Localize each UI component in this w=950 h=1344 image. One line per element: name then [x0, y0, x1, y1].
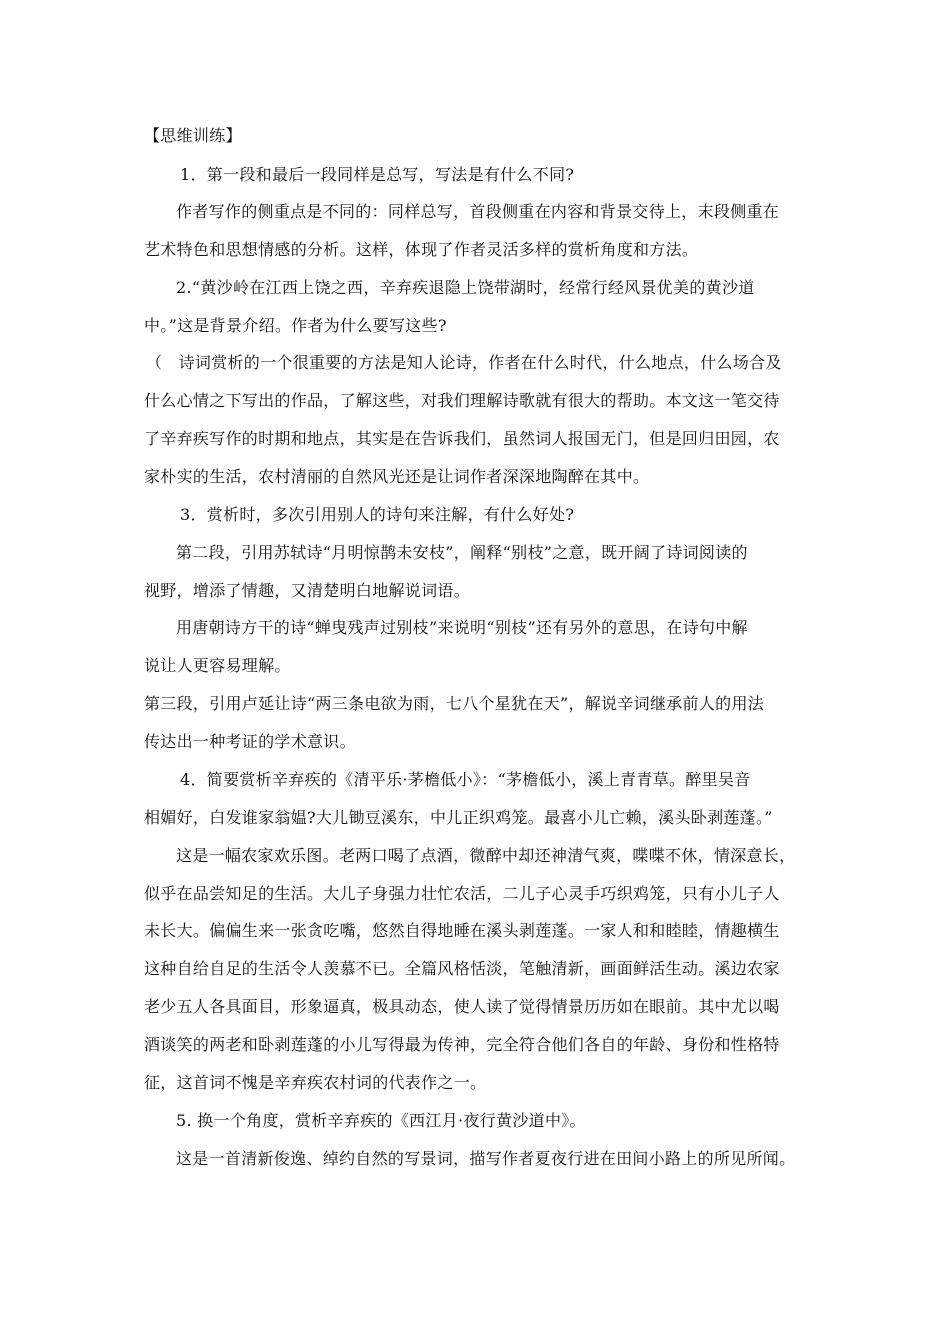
- answer-2-line-3: 了辛弃疾写作的时期和地点，其实是在告诉我们，虽然词人报国无门，但是回归田园，农: [144, 429, 780, 448]
- answer-2-line-4: 家朴实的生活，农村清丽的自然风光还是让词作者深深地陶醉在其中。: [144, 467, 650, 486]
- answer-1-line-1: 作者写作的侧重点是不同的：同样总写，首段侧重在内容和背景交待上，末段侧重在: [176, 202, 780, 221]
- answer-3-line-1: 第二段，引用苏轼诗“月明惊鹊未安枝”，阐释“别枝”之意，既开阔了诗词阅读的: [176, 543, 748, 562]
- answer-3-line-3: 用唐朝诗方干的诗“蝉曳残声过别枝”来说明“别枝”还有另外的意思，在诗句中解: [176, 618, 748, 637]
- question-2-line-2: 中。”这是背景介绍。作者为什么要写这些?: [144, 316, 447, 335]
- answer-2-line-1: （ 诗词赏析的一个很重要的方法是知人论诗，作者在什么时代，什么地点，什么场合及: [146, 353, 782, 372]
- answer-3-line-6: 传达出一种考证的学术意识。: [144, 732, 356, 751]
- question-1: 1．第一段和最后一段同样是总写，写法是有什么不同?: [180, 165, 575, 184]
- answer-4-line-2: 似乎在品尝知足的生活。大儿子身强力壮忙农活，二儿子心灵手巧织鸡笼，只有小儿子人: [144, 884, 780, 903]
- answer-3-line-5: 第三段，引用卢延让诗“两三条电欲为雨，七八个星犹在天”，解说辛词继承前人的用法: [144, 694, 765, 713]
- answer-1-line-2: 艺术特色和思想情感的分析。这样，体现了作者灵活多样的赏析角度和方法。: [144, 240, 699, 259]
- question-3: 3．赏析时，多次引用别人的诗句来注解，有什么好处?: [180, 505, 575, 524]
- answer-5-line-1: 这是一首清新俊逸、绰约自然的写景词，描写作者夏夜行进在田间小路上的所见所闻。: [176, 1149, 796, 1168]
- answer-3-line-4: 说让人更容易理解。: [144, 656, 291, 675]
- answer-4-line-4: 这种自给自足的生活令人羡慕不已。全篇风格恬淡，笔触清新，画面鲜活生动。溪边农家: [144, 959, 780, 978]
- answer-3-line-2: 视野，增添了情趣，又清楚明白地解说词语。: [144, 581, 471, 600]
- question-5: 5. 换一个角度，赏析辛弃疾的《西江月·夜行黄沙道中》。: [176, 1111, 586, 1130]
- answer-4-line-7: 征，这首词不愧是辛弃疾农村词的代表作之一。: [144, 1073, 487, 1092]
- answer-4-line-6: 酒谈笑的两老和卧剥莲蓬的小儿写得最为传神，完全符合他们各自的年龄、身份和性格特: [144, 1035, 780, 1054]
- section-title: 【思维训练】: [144, 126, 242, 145]
- question-2-line-1: 2.“黄沙岭在江西上饶之西，辛弃疾退隐上饶带湖时，经常行经风景优美的黄沙道: [176, 278, 755, 297]
- answer-4-line-3: 未长大。偏偏生来一张贪吃嘴，悠然自得地睡在溪头剥莲蓬。一家人和和睦睦，情趣横生: [144, 921, 780, 940]
- answer-4-line-5: 老少五人各具面目，形象逼真，极具动态，使人读了觉得情景历历如在眼前。其中尤以喝: [144, 997, 780, 1016]
- answer-2-line-2: 什么心情之下写出的作品，了解这些，对我们理解诗歌就有很大的帮助。本文这一笔交待: [144, 391, 780, 410]
- answer-4-line-1: 这是一幅农家欢乐图。老两口喝了点酒，微醉中却还神清气爽，喋喋不休，情深意长，: [176, 846, 796, 865]
- question-4-line-2: 相媚好，白发谁家翁媪?大儿锄豆溪东，中儿正织鸡笼。最喜小儿亡赖，溪头卧剥莲蓬。”: [144, 808, 773, 827]
- question-4-line-1: 4．简要赏析辛弃疾的《清平乐·茅檐低小》：“茅檐低小，溪上青青草。醉里吴音: [180, 770, 751, 789]
